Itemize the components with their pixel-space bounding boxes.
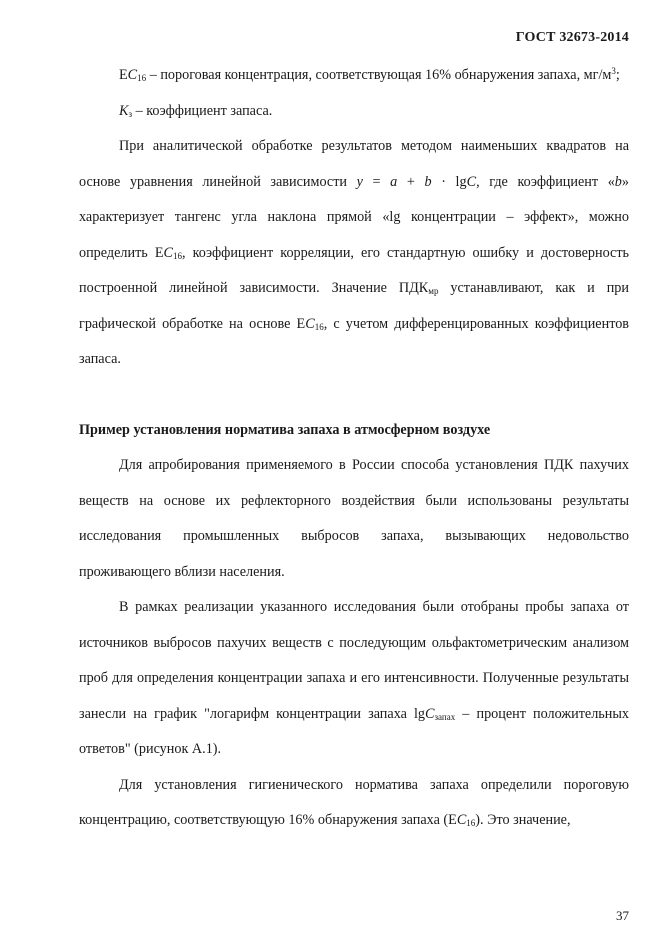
section-gap — [79, 378, 629, 413]
document-body — [79, 58, 629, 839]
document-header: ГОСТ 32673-2014 — [515, 30, 629, 45]
paragraph-approbation: Для апробирования применяемого в России способа установления ПДК пахучих веществ на основе их рефлекторного воздействия были использованы результаты исследования промышленных выбросов запаха, вызывающих недовольство проживающего вблизи населения. — [79, 457, 629, 580]
definition-ec16: $ЕC_{16}$ – пороговая концентрация, соответствующая 16% обнаружения запаха, $мг/м^3$; — [119, 66, 620, 83]
paragraph-study: В рамках реализации указанного исследования были отобраны пробы запаха от источников выбросов пахучих веществ с последующим ольфактометрическим анализом проб для определения концентрации запаха и его интенсивности. Полученные результаты занесли на график "логарифм концентрации запаха lgC$_{запах}$ – процент положительных ответов" (рисунок А.1). — [79, 599, 629, 757]
definition-kz: $K_з$ – коэффициент запаса. — [119, 102, 273, 119]
page-number: 37 — [616, 908, 629, 923]
paragraph-analytic-processing: При аналитической обработке результатов методом наименьших квадратов на основе уравнения линейной зависимости y = a + b · lgC, где коэффициент «b» характеризует тангенс угла наклона прямой «lg концентрации – эффект», можно определить $ЕC_{16}$, коэффициент корреляции, его стандартную ошибку и достоверность построенной линейной зависимости. Значение $ПДК_{мр}$ устанавливают, как и при графической обработке на основе $ЕC_{16}$, с учетом дифференцированных коэффициентов запаса. — [79, 138, 629, 367]
paragraph-threshold: Для установления гигиенического норматива запаха определили пороговую концентрацию, соответствующую 16% обнаружения запаха $(ЕC_{16})$. Это значение, — [79, 776, 629, 828]
section-heading: Пример установления норматива запаха в атмосферном воздухе — [79, 421, 491, 438]
